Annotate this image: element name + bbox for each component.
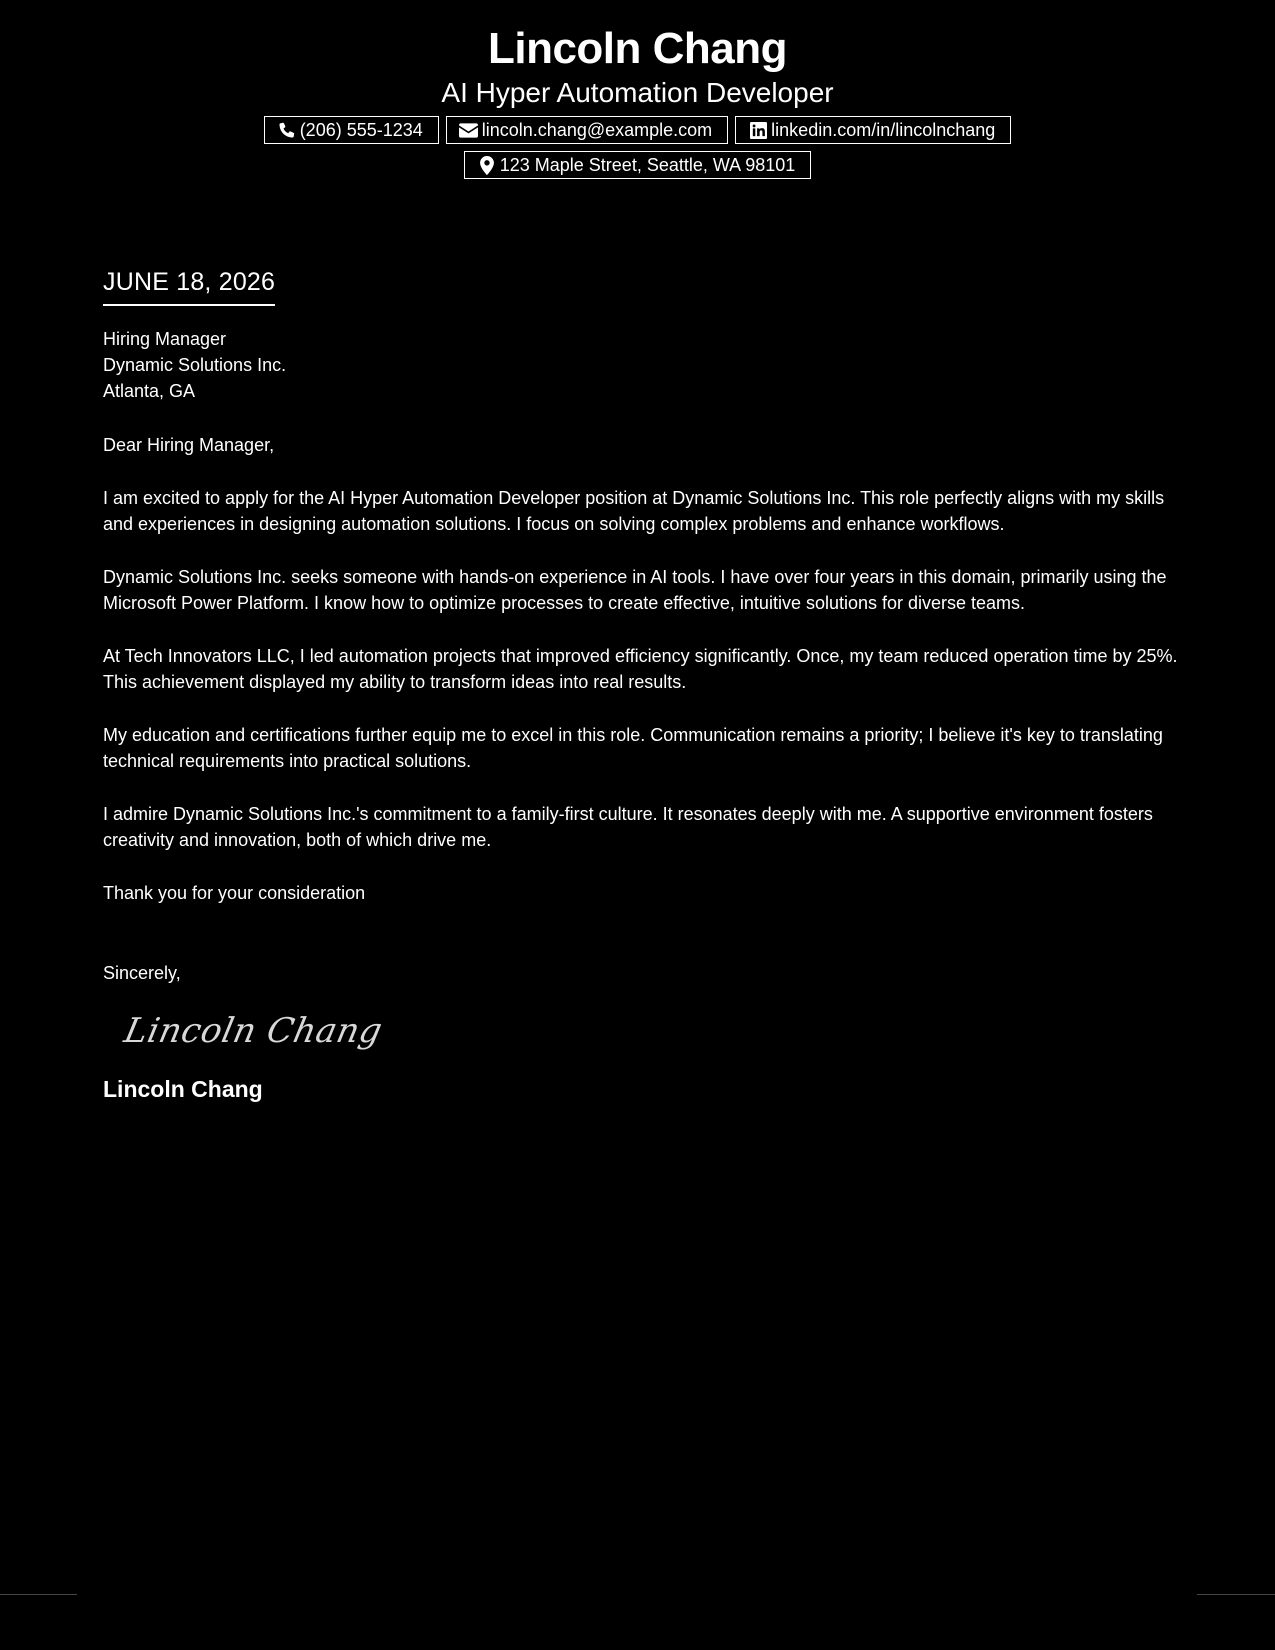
- applicant-name: Lincoln Chang: [487, 24, 788, 73]
- body-paragraph: I admire Dynamic Solutions Inc.'s commitment to a family-first culture. It resonates deeply with me. A supportive environment fosters creativity and innovation, both of which drive me.: [103, 803, 1153, 850]
- recipient-block: [103, 326, 1183, 404]
- body-paragraph: At Tech Innovators LLC, I led automation projects that improved efficiency significantly. Once, my team reduced operation time by 25%. This achievement displayed my ability to transform ideas into real results.: [103, 645, 1178, 692]
- linkedin-icon: [748, 121, 768, 139]
- signed-name: Lincoln Chang: [103, 1075, 263, 1102]
- letter-date: JUNE 18, 2026: [103, 264, 275, 306]
- body-paragraph: I am excited to apply for the AI Hyper Automation Developer position at Dynamic Solutions Inc. This role perfectly aligns with my skills and experiences in designing automation solutions. I focus on solving complex problems and enhance workflows.: [103, 487, 1165, 534]
- closing: Sincerely,: [103, 963, 181, 983]
- footer-divider-left: [0, 1594, 77, 1595]
- thanks-line: Thank you for your consideration: [103, 882, 366, 903]
- body-paragraph: My education and certifications further equip me to excel in this role. Communication remains a priority; I believe it's key to translating technical requirements into practical solutions.: [103, 724, 1163, 771]
- contact-email[interactable]: [446, 116, 728, 144]
- contact-linkedin[interactable]: [735, 116, 1011, 144]
- letter-body: [103, 264, 1183, 1105]
- contact-email-text: lincoln.chang@example.com: [481, 120, 713, 140]
- salutation: Dear Hiring Manager,: [103, 435, 275, 455]
- letter-header: [0, 22, 1275, 186]
- contact-linkedin-text: linkedin.com/in/lincolnchang: [771, 120, 996, 140]
- envelope-icon: [459, 121, 479, 139]
- contact-address-text: 123 Maple Street, Seattle, WA 98101: [499, 155, 796, 175]
- phone-icon: [277, 121, 297, 139]
- body-paragraph: Dynamic Solutions Inc. seeks someone with hands-on experience in AI tools. I have over four years in this domain, primarily using the Microsoft Power Platform. I know how to optimize processes to create effective, intuitive solutions for diverse teams.: [103, 566, 1167, 613]
- recipient-name: Hiring Manager: [103, 329, 227, 349]
- recipient-location: Atlanta, GA: [103, 381, 196, 401]
- footer-divider-right: [1197, 1594, 1275, 1595]
- contact-address[interactable]: [464, 151, 812, 179]
- contact-phone[interactable]: [264, 116, 439, 144]
- contact-row-address: [0, 151, 1275, 179]
- contact-row: [0, 116, 1275, 144]
- handwritten-signature: Lincoln Chang: [120, 1010, 387, 1051]
- recipient-company: Dynamic Solutions Inc.: [103, 355, 287, 375]
- map-marker-icon: [477, 156, 497, 174]
- contact-phone-text: (206) 555-1234: [299, 120, 423, 140]
- applicant-title: AI Hyper Automation Developer: [441, 77, 834, 108]
